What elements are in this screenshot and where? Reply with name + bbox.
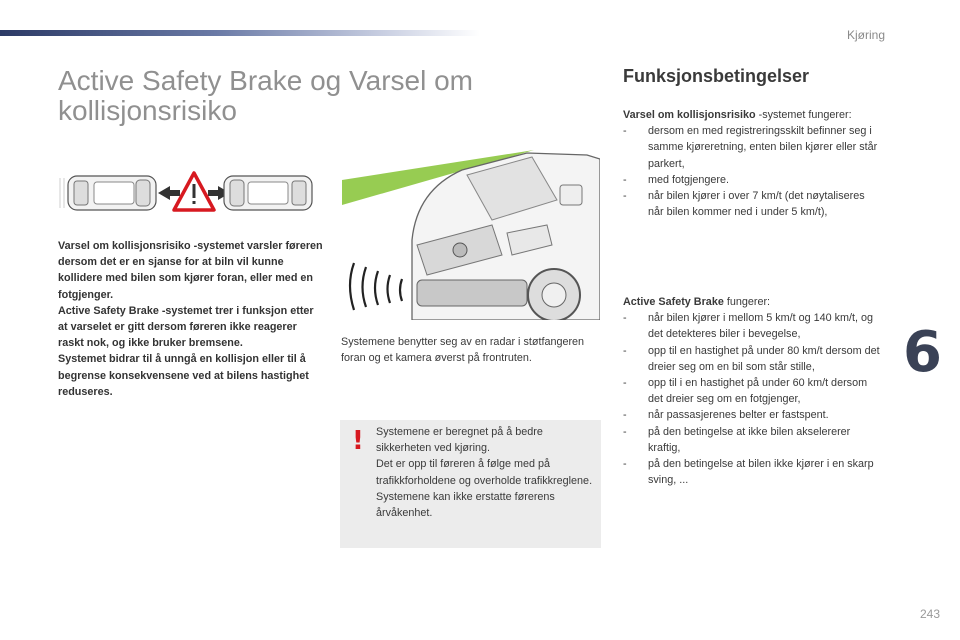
conditions-lead: Varsel om kollisjonsrisiko -systemet fungerer: bbox=[623, 109, 852, 121]
intro-description bbox=[58, 238, 323, 400]
section-heading: Funksjonsbetingelser bbox=[623, 66, 810, 86]
safety-brake-conditions bbox=[623, 294, 883, 488]
warning-line-3: Systemene kan ikke erstatte førerens årvåkenhet. bbox=[376, 490, 555, 520]
warning-text bbox=[376, 424, 594, 521]
exclamation-icon: ! bbox=[352, 426, 364, 456]
list-item: - på den betingelse at ikke bilen akselererer kraftig, bbox=[623, 424, 883, 456]
intro-paragraph-3: Systemet bidrar til å unngå en kollisjon eller til å begrense konsekvensene ved at bilens hastighet reduseres. bbox=[58, 353, 309, 398]
list-item: - når bilen kjører i mellom 5 km/t og 140 km/t, og det detekteres biler i bevegelse, bbox=[623, 310, 883, 342]
radar-description: Systemene benytter seg av en radar i støtfangeren foran og et kamera øverst på frontruten. bbox=[341, 336, 585, 365]
warning-box bbox=[340, 420, 601, 548]
list-item: - med fotgjengere. bbox=[623, 172, 883, 188]
intro-paragraph-1: Varsel om kollisjonsrisiko -systemet varsler føreren dersom det er en sjanse for at biln vil kunne kollidere med bilen som kjører foran, eller med en fotgjenger. bbox=[58, 240, 323, 301]
intro-paragraph-2: Active Safety Brake -systemet trer i funksjon etter at varselet er gitt dersom føreren ikke reagerer raskt nok, og ikke bruker bremsene. bbox=[58, 304, 314, 350]
header-gradient-band bbox=[0, 30, 480, 36]
conditions-lead: Active Safety Brake fungerer: bbox=[623, 296, 771, 308]
page-title: Active Safety Brake og Varsel om kollisjonsrisiko bbox=[58, 65, 473, 126]
list-item: - opp til en hastighet på under 80 km/t dersom det dreier seg om en bil som står stille, bbox=[623, 343, 883, 375]
van-radar-illustration bbox=[342, 145, 600, 320]
collision-warning-illustration bbox=[58, 170, 320, 215]
list-item: - på den betingelse at bilen ikke kjører i en skarp sving, ... bbox=[623, 456, 883, 488]
conditions-list bbox=[623, 310, 883, 488]
section-label: Kjøring bbox=[846, 28, 885, 42]
radar-wave-icon bbox=[350, 263, 402, 310]
list-item: - opp til i en hastighet på under 60 km/t dersom det dreier seg om en fotgjenger, bbox=[623, 375, 883, 407]
front-van-icon bbox=[224, 176, 312, 210]
warning-line-1: Systemene er beregnet på å bedre sikkerheten ved kjøring. bbox=[376, 426, 543, 455]
warning-line-2: Det er opp til føreren å følge med på trafikkforholdene og overholde trafikkreglene. bbox=[376, 458, 593, 487]
chapter-number: 6 bbox=[903, 320, 942, 385]
rear-van-icon bbox=[60, 176, 156, 210]
van-front-body bbox=[412, 153, 600, 320]
collision-warning-conditions bbox=[623, 107, 883, 220]
list-item: - når passasjerenes belter er fastspent. bbox=[623, 407, 883, 423]
page-number: 243 bbox=[919, 607, 940, 621]
list-item: - når bilen kjører i over 7 km/t (det nøytaliseres når bilen kommer ned i under 5 km/t), bbox=[623, 188, 883, 220]
conditions-list bbox=[623, 123, 883, 220]
list-item: - dersom en med registreringsskilt befinner seg i samme kjøreretning, enten bilen kjører eller står parkert, bbox=[623, 123, 883, 172]
